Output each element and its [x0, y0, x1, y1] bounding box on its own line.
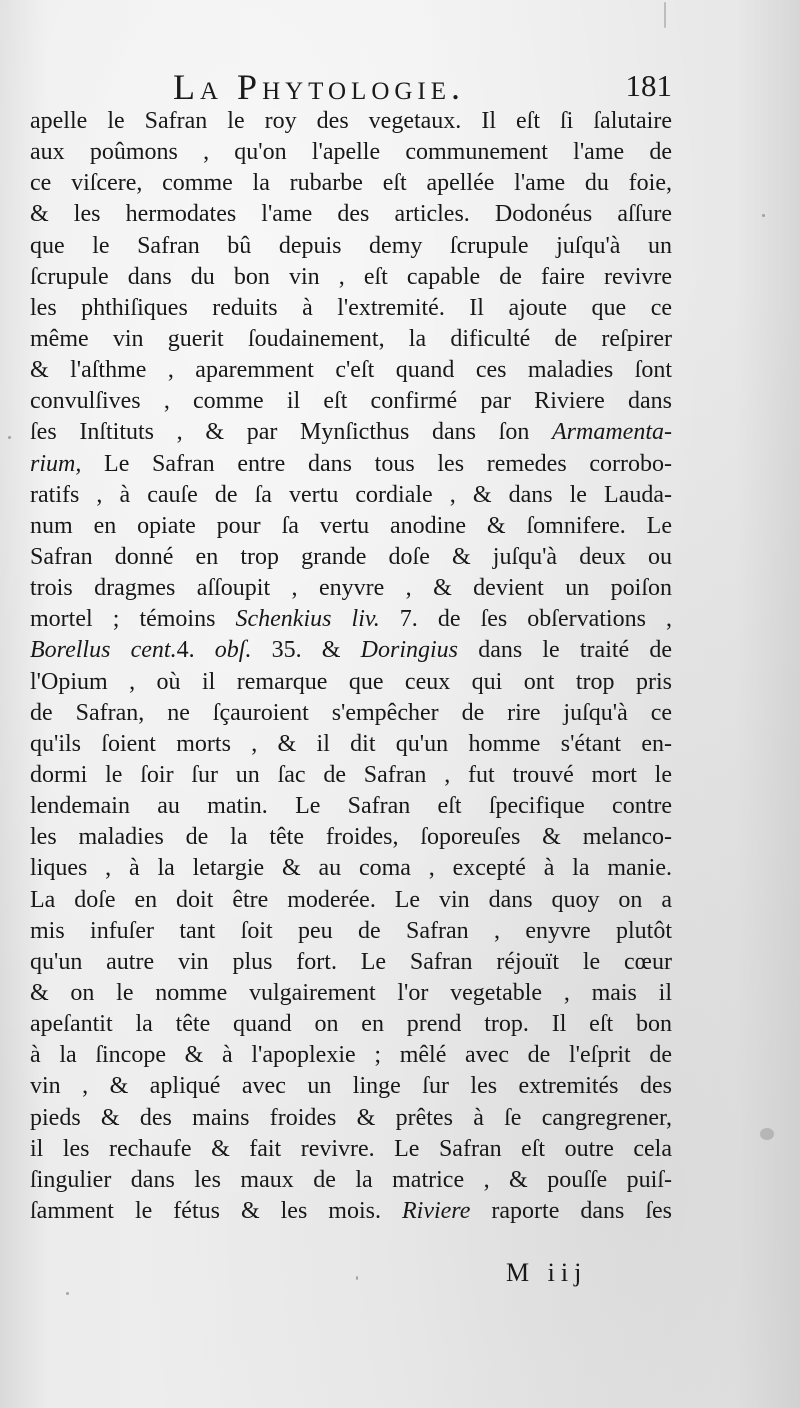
- paper-speck: [760, 1128, 774, 1140]
- text-run: ſamment le fétus & les mois.: [30, 1197, 402, 1224]
- text-run: mis infuſer tant ſoit peu de Safran , enyvre plutôt: [30, 917, 672, 944]
- italic-text: Riviere: [401, 1197, 471, 1224]
- text-run: aux poûmons , qu'on l'apelle communement l'ame de: [30, 139, 672, 166]
- text-line: [30, 698, 672, 729]
- italic-text: Borellus cent.: [30, 637, 177, 664]
- text-run: l'Opium , où il remarque que ceux qui ont trop pris: [30, 668, 672, 695]
- text-run: de Safran, ne ſçauroient s'empêcher de rire juſqu'à ce: [30, 699, 672, 726]
- text-run: 35. &: [251, 637, 361, 664]
- text-line: [30, 729, 672, 760]
- text-line: [30, 324, 672, 355]
- text-line: [30, 293, 672, 324]
- text-line: [30, 106, 672, 137]
- text-run: ce viſcere, comme la rubarbe eſt apellée l'ame du foie,: [30, 170, 672, 197]
- text-line: [30, 355, 672, 386]
- text-run: que le Safran bû depuis demy ſcrupule juſqu'à un: [30, 232, 672, 259]
- text-run: Safran donné en trop grande doſe & juſqu'à deux ou: [30, 543, 672, 570]
- text-line: [30, 1165, 672, 1196]
- italic-text: Doringius: [360, 637, 459, 664]
- text-line: [30, 1103, 672, 1134]
- text-line: [30, 449, 672, 480]
- text-run: num en opiate pour ſa vertu anodine & ſomnifere. Le: [30, 512, 672, 539]
- text-run: les maladies de la tête froides, ſoporeuſes & melanco-: [30, 824, 672, 851]
- text-run: dans le traité de: [458, 637, 673, 664]
- running-title: La Phytologie.: [173, 67, 466, 107]
- text-line: [30, 822, 672, 853]
- text-run: 4.: [176, 637, 215, 664]
- text-run: convulſives , comme il eſt confirmé par Riviere dans: [30, 388, 672, 415]
- text-line: [30, 667, 672, 698]
- text-line: [30, 978, 672, 1009]
- text-run: ſcrupule dans du bon vin , eſt capable de faire revivre: [30, 263, 672, 290]
- text-line: [30, 137, 672, 168]
- text-line: [30, 168, 672, 199]
- text-line: [30, 947, 672, 978]
- text-run: La doſe en doit être moderée. Le vin dans quoy on a: [30, 886, 672, 913]
- text-run: & l'aſthme , aparemment c'eſt quand ces maladies ſont: [30, 357, 672, 384]
- text-run: apeſantit la tête quand on en prend trop. Il eſt bon: [30, 1011, 672, 1038]
- text-line: [30, 511, 672, 542]
- text-run: pieds & des mains froides & prêtes à ſe cangregrener,: [30, 1104, 672, 1131]
- text-run: 7. de ſes obſervations ,: [379, 606, 672, 633]
- text-run: vin , & apliqué avec un linge ſur les extremités des: [30, 1073, 672, 1100]
- text-run: trois dragmes aſſoupit , enyvre , & devient un poiſon: [30, 575, 672, 602]
- paper-speck: [8, 436, 11, 439]
- text-run: même vin guerit ſoudainement, la dificulté de reſpirer: [30, 325, 672, 352]
- text-line: [30, 916, 672, 947]
- italic-text: Schenkius liv.: [235, 606, 380, 633]
- page-header: [30, 62, 672, 106]
- text-run: apelle le Safran le roy des vegetaux. Il eſt ſi ſalutaire: [30, 108, 672, 134]
- text-line: [30, 791, 672, 822]
- italic-text: Armamenta-: [552, 419, 672, 446]
- text-line: [30, 853, 672, 884]
- text-line: [30, 885, 672, 916]
- paper-speck: [762, 214, 765, 217]
- text-run: il les rechaufe & fait revivre. Le Safran eſt outre cela: [30, 1135, 672, 1162]
- text-run: ſingulier dans les maux de la matrice , & pouſſe puiſ-: [30, 1166, 672, 1193]
- text-line: [30, 417, 672, 448]
- text-line: [30, 199, 672, 230]
- page-number: 181: [625, 68, 672, 103]
- text-run: Le Safran entre dans tous les remedes corrobo-: [81, 450, 672, 477]
- text-line: [30, 604, 672, 635]
- text-line: [30, 262, 672, 293]
- text-run: mortel ; témoins: [30, 606, 236, 633]
- italic-text: obſ.: [214, 637, 252, 664]
- page-footer: [30, 1258, 672, 1292]
- paper-speck: [66, 1292, 69, 1295]
- signature-mark: M iij: [506, 1258, 588, 1287]
- text-line: [30, 573, 672, 604]
- text-run: raporte dans ſes: [470, 1197, 673, 1224]
- text-run: ratifs , à cauſe de ſa vertu cordiale , & dans le Lauda-: [30, 481, 672, 508]
- text-run: liques , à la letargie & au coma , excepté à la manie.: [30, 855, 672, 882]
- text-line: [30, 480, 672, 511]
- text-run: les phthiſiques reduits à l'extremité. Il ajoute que ce: [30, 294, 672, 321]
- text-run: lendemain au matin. Le Safran eſt ſpecifique contre: [30, 793, 672, 820]
- text-line: [30, 1040, 672, 1071]
- text-line: [30, 1134, 672, 1165]
- text-run: qu'un autre vin plus fort. Le Safran réjouït le cœur: [30, 948, 672, 975]
- text-run: & les hermodates l'ame des articles. Dodonéus aſſure: [30, 201, 672, 228]
- text-line: [30, 231, 672, 262]
- text-run: qu'ils ſoient morts , & il dit qu'un homme s'étant en-: [30, 730, 672, 757]
- text-run: ſes Inſtituts , & par Mynſicthus dans ſon: [30, 419, 553, 446]
- text-run: & on le nomme vulgairement l'or vegetable , mais il: [30, 979, 672, 1006]
- text-run: à la ſincope & à l'apoplexie ; mêlé avec de l'eſprit de: [30, 1042, 672, 1069]
- paper-speck: [664, 2, 666, 28]
- text-line: [30, 760, 672, 791]
- text-line: [30, 542, 672, 573]
- text-line: [30, 386, 672, 417]
- text-line: [30, 635, 672, 666]
- text-line: [30, 1071, 672, 1102]
- text-run: dormi le ſoir ſur un ſac de Safran , fut trouvé mort le: [30, 761, 672, 788]
- body-text: [30, 106, 672, 1227]
- text-line: [30, 1196, 672, 1227]
- text-line: [30, 1009, 672, 1040]
- italic-text: rium,: [30, 450, 82, 477]
